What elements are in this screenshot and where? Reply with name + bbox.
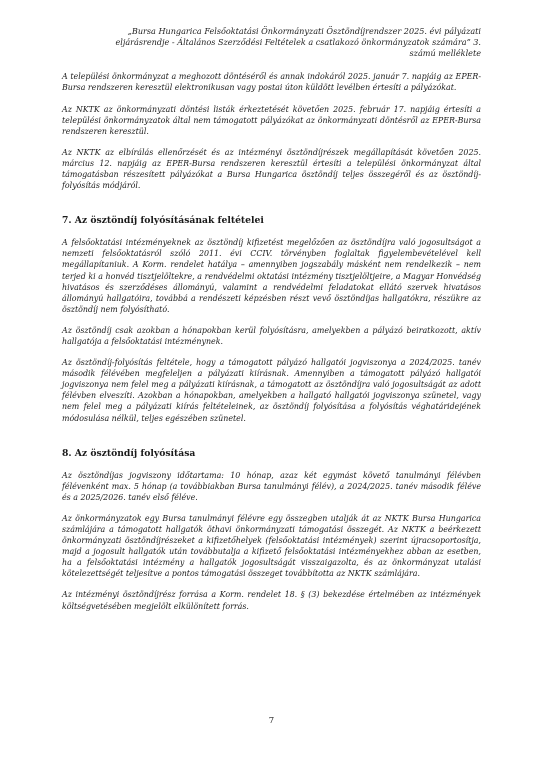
paragraph: Az NKTK az önkormányzati döntési listák érkeztetését követően 2025. február 17. napjáig értesíti a települési önkormányzatok által nem támogatott pályázókat az önkormányzati döntésről az EPER-Bursa rendszeren keresztül.	[62, 104, 481, 136]
page-number: 7	[268, 716, 275, 726]
paragraph: Az intézményi ösztöndíjrész forrása a Korm. rendelet 18. § (3) bekezdése értelmében az intézmények költségvetésében megjelölt elkülönített forrás.	[62, 590, 481, 611]
paragraph: A települési önkormányzat a meghozott döntéséről és annak indokáról 2025. január 7. napjáig az EPER-Bursa rendszeren keresztül elektronikusan vagy postai úton küldött levélben értesíti a pályázókat.	[62, 72, 481, 93]
section-heading-7: 7. Az ösztöndíj folyósításának feltételei	[62, 215, 264, 227]
paragraph: Az ösztöndíjas jogviszony időtartama: 10 hónap, azaz két egymást követő tanulmányi félévben félévenként max. 5 hónap (a továbbiakban Bursa tanulmányi félév), a 2024/2025. tanév második féléve és a 2025/2026. tanév első féléve.	[62, 470, 481, 502]
paragraph: Az ösztöndíj csak azokban a hónapokban kerül folyósításra, amelyekben a pályázó beiratkozott, aktív hallgatója a felsőoktatási intézménynek.	[62, 325, 481, 346]
paragraph: Az önkormányzatok egy Bursa tanulmányi félévre egy összegben utalják át az NKTK Bursa Hungarica számlájára a támogatott hallgatók öthavi önkormányzati támogatási összegét. Az NKTK a beérkezett önkormányzati ösztöndíjrészeket a kifizetőhelyek (felsőoktatási intézmények) szerint újracsoportosítja, majd a jogosult hallgatók után továbbutalja a kifizető felsőoktatási intézményekhez abban az esetben, ha a felsőoktatási intézmény a hallgatók jogosultságát visszaigazolta, és az önkormányzat utalási kötelezettségét teljesítve a pontos támogatási összeget továbbította az NKTK számlájára.	[62, 513, 481, 579]
paragraph: Az NKTK az elbírálás ellenőrzését és az intézményi ösztöndíjrészek megállapítását követően 2025. március 12. napjáig az EPER-Bursa rendszeren keresztül értesíti a települési önkormányzat által támogatásban részesített pályázókat a Bursa Hungarica ösztöndíj teljes összegéről és az ösztöndíj-folyósítás módjáról.	[62, 147, 481, 191]
paragraph: A felsőoktatási intézményeknek az ösztöndíj kifizetést megelőzően az ösztöndíjra való jogosultságot a nemzeti felsőoktatásról szóló 2011. évi CCIV. törvényben foglaltak figyelembevételével kell megállapítaniuk. A Korm. rendelet hatálya – amennyiben jogszabály másként nem rendelkezik – nem terjed ki a honvéd tisztjelöltekre, a rendvédelmi oktatási intézmény tisztjelöltjeire, a Magyar Honvédség hivatásos és szerződéses állományú, valamint a rendvédelmi feladatokat ellátó szervek hivatásos állományú hallgatóira, továbbá a rendészeti képzésben részt vevő ösztöndíjas hallgatókra, részükre az ösztöndíj nem folyósítható.	[62, 238, 481, 314]
section-heading-8: 8. Az ösztöndíj folyósítása	[62, 447, 196, 459]
paragraph: Az ösztöndíj-folyósítás feltétele, hogy a támogatott pályázó hallgatói jogviszonya a 2024/2025. tanév második félévében megfeleljen a pályázati kiírásnak. Amennyiben a támogatott pályázó hallgatói jogviszonya nem felel meg a pályázati kiírásnak, a támogatott az ösztöndíjra való jogosultságát az adott félévben elveszíti. Azokban a hónapokban, amelyekben a hallgató hallgatói jogviszonya szünetel, vagy nem felel meg a pályázati kiírás feltételeinek, az ösztöndíj folyósítása a folyósítás véghatáridejének módosulása nélkül, teljes egészében szünetel.	[62, 358, 481, 423]
page-header: „Bursa Hungarica Felsőoktatási Önkormányzati Ösztöndíjrendszer 2025. évi pályázati eljárásrendje - Általános Szerződési Feltételek a csatlakozó önkormányzatok számára” 3. számú melléklete	[115, 26, 481, 58]
